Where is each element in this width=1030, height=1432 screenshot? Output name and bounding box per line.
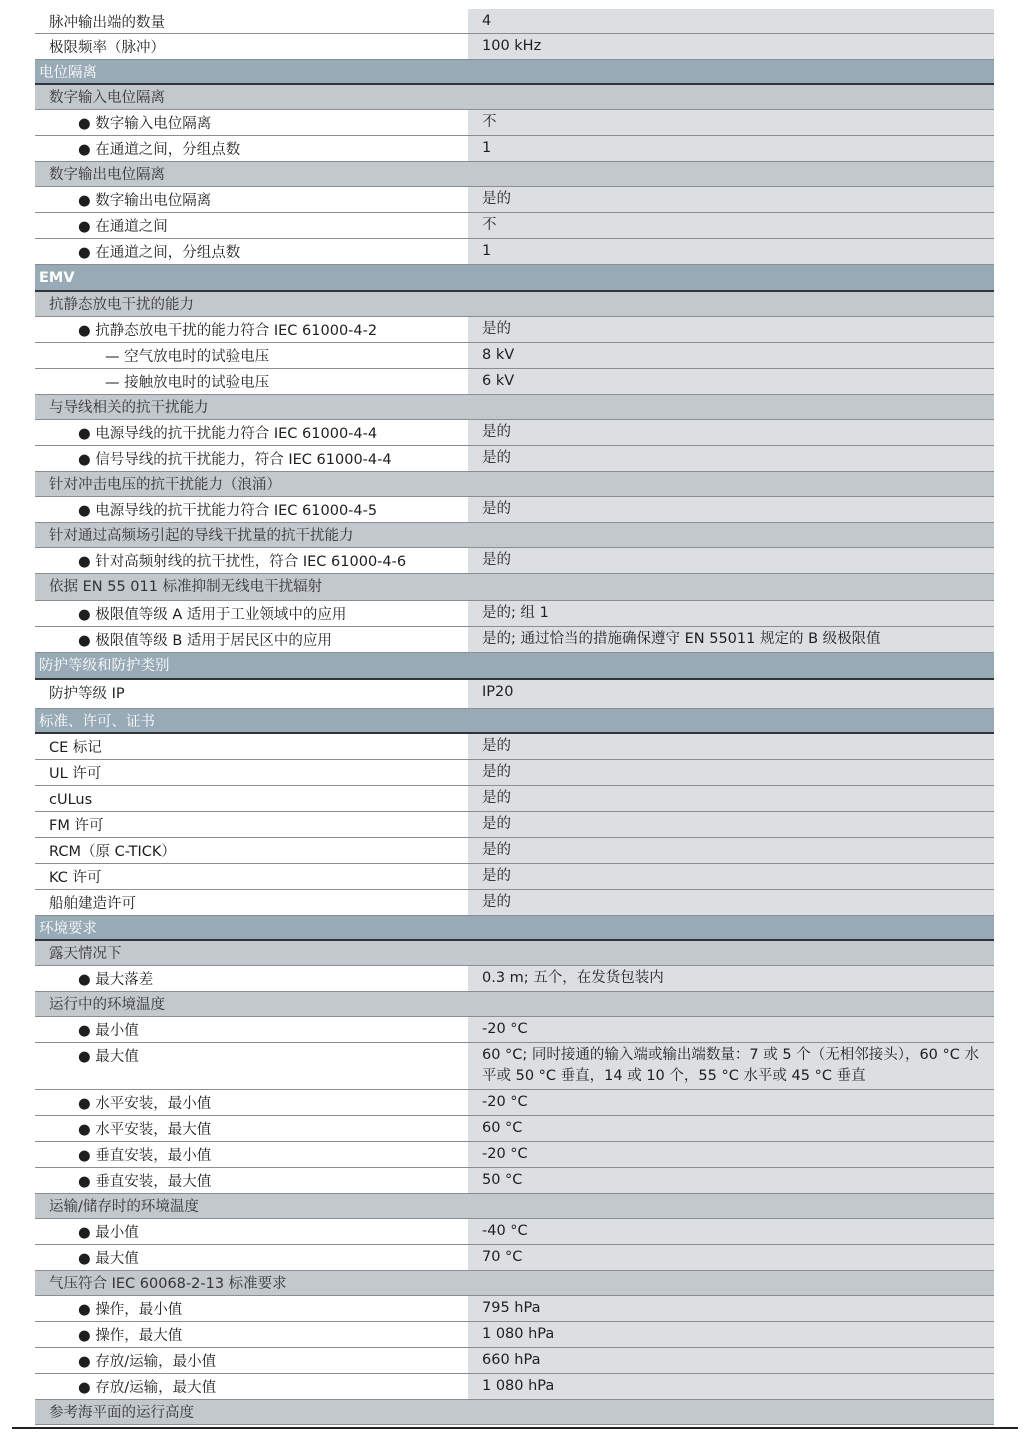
spec-value: 1 080 hPa [482,1326,555,1342]
spec-value: 1 080 hPa [482,1378,555,1394]
spec-label: ● 在通道之间，分组点数 [78,142,241,158]
spec-value: 是的 [482,450,511,466]
spec-label: ● 电源导线的抗干扰能力符合 IEC 61000-4-5 [78,503,378,519]
section-header [35,265,994,292]
spec-value-cell [466,812,994,837]
spec-label-cell [35,1374,466,1399]
spec-label: ● 极限值等级 A 适用于工业领域中的应用 [78,607,347,623]
spec-row [35,1245,994,1271]
spec-row [35,548,994,574]
spec-row [35,734,994,760]
spec-label: ● 垂直安装，最小值 [78,1148,212,1164]
spec-value: IP20 [482,684,514,700]
subsection-title: 露天情况下 [49,946,122,962]
spec-value: 不 [482,217,497,233]
spec-value-cell [466,369,994,394]
subsection-header [35,472,994,497]
spec-row [35,601,994,627]
spec-row [35,812,994,838]
spec-label-cell [35,1245,466,1270]
page-bottom-rule [12,1427,1018,1429]
subsection-title: 针对通过高频场引起的导线干扰量的抗干扰能力 [49,528,354,544]
spec-label: cULus [49,792,93,808]
spec-row [35,786,994,812]
spec-label: ● 最大值 [78,1251,139,1267]
spec-label: KC 许可 [49,870,102,886]
spec-value: 1 [482,140,492,156]
spec-value: 60 °C; 同时接通的输入端或输出端数量：7 或 5 个（无相邻接头），60 °C 水平或 50 °C 垂直，14 或 10 个，55 °C 水平或 45 °C 垂直 [482,1047,979,1084]
spec-row [35,1090,994,1116]
spec-value: 是的 [482,321,511,337]
spec-label-cell [35,838,466,863]
spec-value-cell [466,966,994,991]
subsection-header [35,1400,994,1425]
spec-value-cell [466,1043,994,1089]
spec-value-cell [466,187,994,212]
spec-label-cell [35,420,466,445]
spec-value-cell [466,1168,994,1193]
spec-value: 是的 [482,868,511,884]
spec-label: ● 极限值等级 B 适用于居民区中的应用 [78,633,332,649]
spec-row [35,864,994,890]
spec-value-cell [466,838,994,863]
spec-row [35,966,994,992]
spec-value: 是的; 组 1 [482,605,549,621]
spec-row [35,343,994,369]
spec-label: FM 许可 [49,818,104,834]
spec-label: UL 许可 [49,766,102,782]
spec-label: ● 在通道之间 [78,219,168,235]
spec-label-cell [35,601,466,626]
spec-label: RCM（原 C-TICK） [49,844,176,860]
spec-label: ● 操作，最小值 [78,1302,183,1318]
spec-label-cell [35,786,466,811]
spec-label-cell [35,1142,466,1167]
spec-label: ● 最大值 [78,1049,139,1065]
spec-label: 脉冲输出端的数量 [49,15,165,31]
spec-value: 660 hPa [482,1352,541,1368]
subsection-header [35,162,994,187]
spec-value: -40 °C [482,1223,528,1239]
spec-label: ● 操作，最大值 [78,1328,183,1344]
spec-value-cell [466,864,994,889]
section-header [35,653,994,680]
spec-value-cell [466,1374,994,1399]
spec-row [35,1043,994,1090]
spec-row [35,239,994,265]
subsection-title: 依据 EN 55 011 标准抑制无线电干扰辐射 [49,579,323,595]
subsection-header [35,395,994,420]
spec-row [35,420,994,446]
subsection-header [35,292,994,317]
spec-label-cell [35,343,466,368]
spec-value: 8 kV [482,347,515,363]
spec-label: CE 标记 [49,740,102,756]
spec-row [35,446,994,472]
spec-value-cell [466,627,994,652]
spec-label: — 空气放电时的试验电压 [105,349,270,365]
spec-label: 船舶建造许可 [49,896,136,912]
spec-value: 是的 [482,764,511,780]
spec-value: -20 °C [482,1146,528,1162]
spec-row [35,1142,994,1168]
spec-value: 不 [482,114,497,130]
spec-row [35,890,994,916]
spec-value-cell [466,734,994,759]
spec-label-cell [35,627,466,652]
spec-label: ● 针对高频射线的抗干扰性，符合 IEC 61000-4-6 [78,554,407,570]
spec-label-cell [35,369,466,394]
spec-row [35,317,994,343]
spec-label: ● 垂直安装，最大值 [78,1174,212,1190]
subsection-title: 数字输入电位隔离 [49,90,165,106]
spec-value-cell [466,1219,994,1244]
spec-value: 0.3 m; 五个，在发货包装内 [482,970,664,986]
section-title: 电位隔离 [39,65,97,81]
spec-label-cell [35,760,466,785]
subsection-header [35,523,994,548]
spec-label-cell [35,1116,466,1141]
spec-label: ● 信号导线的抗干扰能力，符合 IEC 61000-4-4 [78,452,392,468]
spec-label-cell [35,497,466,522]
spec-value-cell [466,1017,994,1042]
spec-label: ● 数字输入电位隔离 [78,116,212,132]
spec-value-cell [466,497,994,522]
spec-row [35,187,994,213]
spec-row [35,680,994,709]
spec-label-cell [35,890,466,915]
spec-label-cell [35,446,466,471]
spec-label-cell [35,548,466,573]
spec-row [35,760,994,786]
spec-label: ● 在通道之间，分组点数 [78,245,241,261]
spec-value-cell [466,890,994,915]
spec-value-cell [466,213,994,238]
spec-value: 是的 [482,842,511,858]
spec-row [35,213,994,239]
spec-row [35,1374,994,1400]
spec-row [35,1219,994,1245]
spec-row [35,627,994,653]
spec-table [35,9,994,1425]
spec-value: 是的 [482,816,511,832]
spec-value-cell [466,110,994,135]
subsection-title: 参考海平面的运行高度 [49,1405,194,1421]
spec-label-cell [35,110,466,135]
subsection-title: 运输/储存时的环境温度 [49,1199,199,1215]
spec-label: ● 存放/运输，最小值 [78,1354,217,1370]
section-title: EMV [39,270,75,286]
section-title: 环境要求 [39,921,97,937]
section-header [35,709,994,734]
spec-row [35,1017,994,1043]
spec-label-cell [35,1168,466,1193]
spec-value: 是的 [482,790,511,806]
spec-row [35,838,994,864]
spec-label-cell [35,966,466,991]
spec-label: ● 抗静态放电干扰的能力符合 IEC 61000-4-2 [78,323,378,339]
spec-label: — 接触放电时的试验电压 [105,375,270,391]
spec-label: ● 最大落差 [78,972,154,988]
spec-label-cell [35,1348,466,1373]
spec-label: 极限频率（脉冲） [49,40,165,56]
spec-label: ● 最小值 [78,1023,139,1039]
spec-row [35,136,994,162]
spec-value-cell [466,1116,994,1141]
spec-value: 50 °C [482,1172,523,1188]
spec-value-cell [466,1348,994,1373]
spec-value: 是的 [482,738,511,754]
spec-label-cell [35,136,466,161]
spec-row [35,9,994,34]
section-title: 标准、许可、证书 [39,714,155,730]
spec-label-cell [35,680,466,708]
spec-label-cell [35,1322,466,1347]
spec-value-cell [466,548,994,573]
spec-value-cell [466,1296,994,1321]
spec-label: ● 存放/运输，最大值 [78,1380,217,1396]
spec-label-cell [35,734,466,759]
subsection-header [35,1194,994,1219]
spec-value-cell [466,760,994,785]
spec-value: 4 [482,13,492,29]
spec-row [35,1322,994,1348]
spec-value: 1 [482,243,492,259]
subsection-title: 与导线相关的抗干扰能力 [49,400,209,416]
spec-label-cell [35,1219,466,1244]
spec-value-cell [466,343,994,368]
spec-row [35,1348,994,1374]
section-header [35,60,994,85]
spec-label-cell [35,1043,466,1089]
subsection-title: 气压符合 IEC 60068-2-13 标准要求 [49,1276,287,1292]
subsection-header [35,85,994,110]
spec-value: 是的 [482,424,511,440]
spec-label-cell [35,9,466,33]
spec-label-cell [35,34,466,59]
spec-value: 是的; 通过恰当的措施确保遵守 EN 55011 规定的 B 级极限值 [482,631,881,647]
spec-label-cell [35,1017,466,1042]
section-title: 防护等级和防护类别 [39,658,170,674]
spec-label: ● 最小值 [78,1225,139,1241]
spec-label-cell [35,239,466,264]
spec-row [35,1168,994,1194]
spec-label: ● 水平安装，最小值 [78,1096,212,1112]
spec-value-cell [466,1322,994,1347]
spec-label-cell [35,864,466,889]
spec-label-cell [35,187,466,212]
spec-row [35,34,994,60]
spec-value-cell [466,601,994,626]
subsection-header [35,941,994,966]
spec-row [35,1296,994,1322]
spec-row [35,369,994,395]
subsection-title: 数字输出电位隔离 [49,167,165,183]
spec-value-cell [466,1245,994,1270]
spec-value: -20 °C [482,1094,528,1110]
subsection-header [35,1271,994,1296]
spec-value: 是的 [482,501,511,517]
spec-value-cell [466,786,994,811]
spec-label-cell [35,812,466,837]
spec-value: 60 °C [482,1120,523,1136]
spec-value-cell [466,1090,994,1115]
subsection-header [35,992,994,1017]
spec-label-cell [35,213,466,238]
spec-value-cell [466,317,994,342]
section-header [35,916,994,941]
spec-value-cell [466,446,994,471]
spec-row [35,1116,994,1142]
spec-label: ● 电源导线的抗干扰能力符合 IEC 61000-4-4 [78,426,378,442]
spec-label-cell [35,1090,466,1115]
spec-value: -20 °C [482,1021,528,1037]
spec-label-cell [35,317,466,342]
spec-value: 795 hPa [482,1300,541,1316]
spec-value: 是的 [482,552,511,568]
spec-value-cell [466,9,994,33]
spec-value-cell [466,680,994,708]
spec-value: 6 kV [482,373,515,389]
subsection-title: 运行中的环境温度 [49,997,165,1013]
spec-label: ● 水平安装，最大值 [78,1122,212,1138]
spec-value-cell [466,420,994,445]
subsection-title: 抗静态放电干扰的能力 [49,297,194,313]
spec-label-cell [35,1296,466,1321]
spec-label: 防护等级 IP [49,686,125,702]
spec-value-cell [466,239,994,264]
spec-row [35,497,994,523]
spec-value: 是的 [482,894,511,910]
spec-value-cell [466,34,994,59]
spec-value: 100 kHz [482,38,542,54]
subsection-header [35,574,994,601]
spec-label: ● 数字输出电位隔离 [78,193,212,209]
spec-value-cell [466,136,994,161]
spec-value-cell [466,1142,994,1167]
subsection-title: 针对冲击电压的抗干扰能力（浪涌） [49,477,281,493]
spec-value: 70 °C [482,1249,523,1265]
spec-value: 是的 [482,191,511,207]
spec-row [35,110,994,136]
